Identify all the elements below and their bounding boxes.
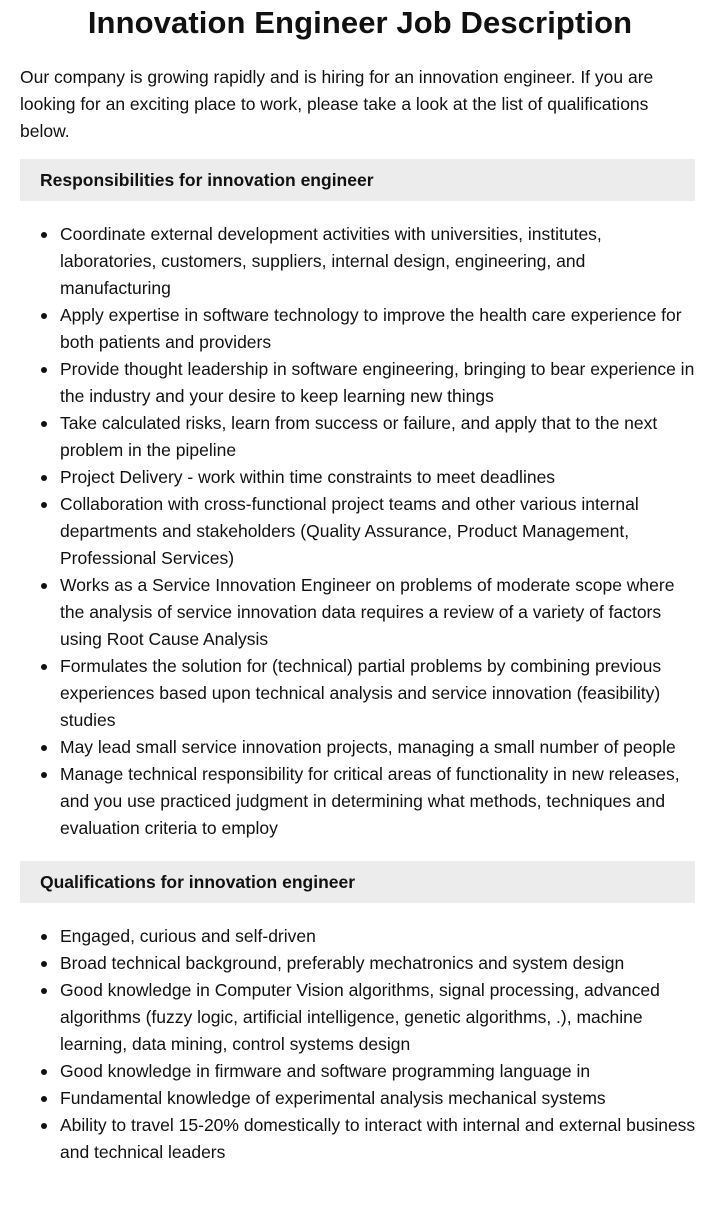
list-item: Good knowledge in firmware and software programming language in [60,1058,700,1085]
list-item: Project Delivery - work within time constraints to meet deadlines [60,464,700,491]
list-item: Collaboration with cross-functional project teams and other various internal departments and stakeholders (Quality Assurance, Product Management, Professional Services) [60,491,700,572]
list-item: Coordinate external development activities with universities, institutes, laboratories, customers, suppliers, internal design, engineering, and manufacturing [60,221,700,302]
list-item: May lead small service innovation projects, managing a small number of people [60,734,700,761]
list-item: Works as a Service Innovation Engineer on problems of moderate scope where the analysis of service innovation data requires a review of a variety of factors using Root Cause Analysis [60,572,700,653]
responsibilities-list [20,221,700,842]
list-item: Manage technical responsibility for critical areas of functionality in new releases, and you use practiced judgment in determining what methods, techniques and evaluation criteria to employ [60,761,700,842]
list-item: Broad technical background, preferably mechatronics and system design [60,950,700,977]
list-item: Apply expertise in software technology to improve the health care experience for both patients and providers [60,302,700,356]
list-item: Formulates the solution for (technical) partial problems by combining previous experiences based upon technical analysis and service innovation (feasibility) studies [60,653,700,734]
list-item: Good knowledge in Computer Vision algorithms, signal processing, advanced algorithms (fuzzy logic, artificial intelligence, genetic algorithms, .), machine learning, data mining, control systems design [60,977,700,1058]
qualifications-list [20,923,700,1166]
intro-paragraph: Our company is growing rapidly and is hiring for an innovation engineer. If you are looking for an exciting place to work, please take a look at the list of qualifications below. [20,67,654,141]
responsibilities-heading: Responsibilities for innovation engineer [20,159,695,201]
list-item: Take calculated risks, learn from success or failure, and apply that to the next problem in the pipeline [60,410,700,464]
page-title: Innovation Engineer Job Description [87,5,633,40]
list-item: Ability to travel 15-20% domestically to interact with internal and external business and technical leaders [60,1112,700,1166]
qualifications-heading: Qualifications for innovation engineer [20,861,695,903]
list-item: Provide thought leadership in software engineering, bringing to bear experience in the industry and your desire to keep learning new things [60,356,700,410]
list-item: Engaged, curious and self-driven [60,923,700,950]
list-item: Fundamental knowledge of experimental analysis mechanical systems [60,1085,700,1112]
